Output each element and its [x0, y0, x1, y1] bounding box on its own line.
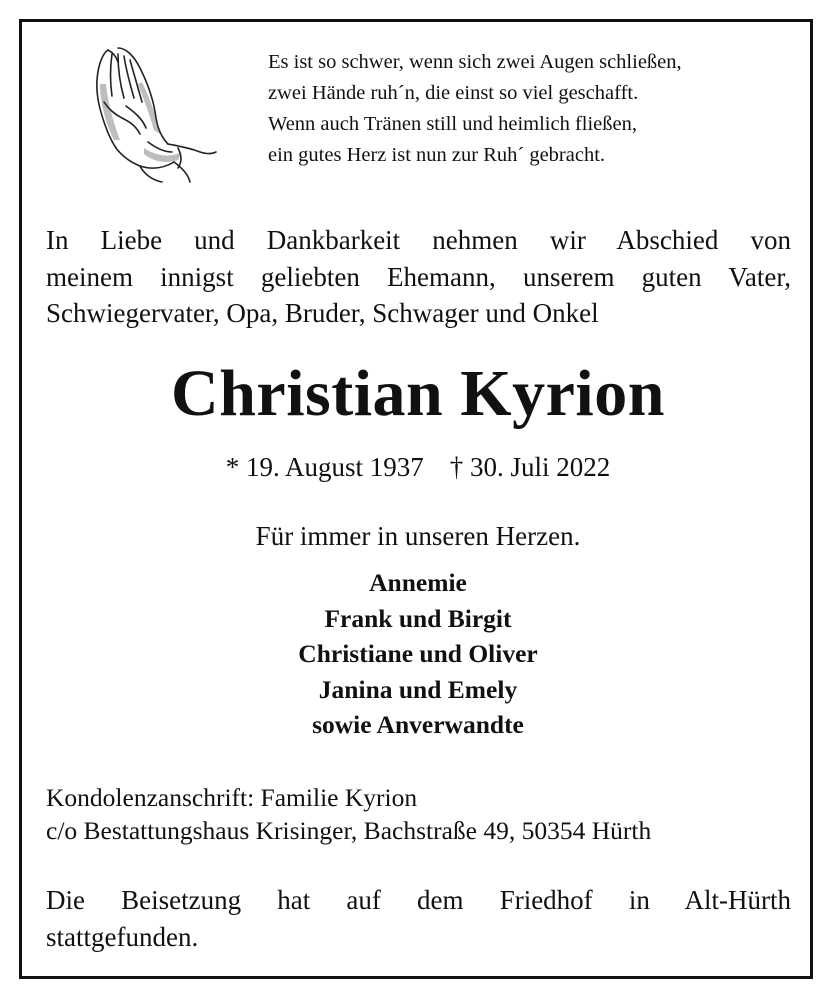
poem-line: Es ist so schwer, wenn sich zwei Augen schließen,	[268, 51, 682, 73]
condolence-line: c/o Bestattungshaus Krisinger, Bachstraße 49, 50354 Hürth	[46, 816, 652, 845]
family-member: sowie Anverwandte	[312, 710, 524, 739]
condolence-line: Kondolenzanschrift: Familie Kyrion	[46, 783, 418, 812]
burial-line: stattgefunden.	[46, 921, 199, 952]
tagline: Für immer in unseren Herzen.	[255, 521, 581, 551]
birth-date: * 19. August 1937	[225, 452, 424, 482]
family-member: Christiane und Oliver	[298, 639, 538, 668]
burial-line: Die Beisetzung hat auf dem Friedhof in Alt-Hürth	[46, 885, 791, 915]
praying-hands-icon	[78, 44, 218, 184]
poem-line: zwei Hände ruh´n, die einst so viel geschafft.	[268, 82, 639, 104]
burial-note	[46, 882, 791, 955]
intro-text	[46, 222, 791, 332]
family-member: Annemie	[369, 568, 467, 597]
poem-line: ein gutes Herz ist nun zur Ruh´ gebracht.	[268, 144, 606, 166]
life-dates	[0, 448, 836, 486]
family-list	[0, 565, 836, 743]
family-member: Janina und Emely	[318, 674, 518, 704]
family-member: Frank und Birgit	[324, 603, 512, 633]
poem-line: Wenn auch Tränen still und heimlich fließen,	[268, 113, 637, 135]
intro-line: Schwiegervater, Opa, Bruder, Schwager und Onkel	[46, 298, 599, 328]
intro-line: meinem innigst geliebten Ehemann, unserem guten Vater,	[46, 261, 791, 292]
condolence-address	[46, 781, 806, 847]
poem	[268, 47, 798, 171]
intro-line: In Liebe und Dankbarkeit nehmen wir Abschied von	[46, 225, 791, 255]
deceased-name: Christian Kyrion	[171, 357, 665, 430]
death-date: † 30. Juli 2022	[449, 452, 611, 482]
